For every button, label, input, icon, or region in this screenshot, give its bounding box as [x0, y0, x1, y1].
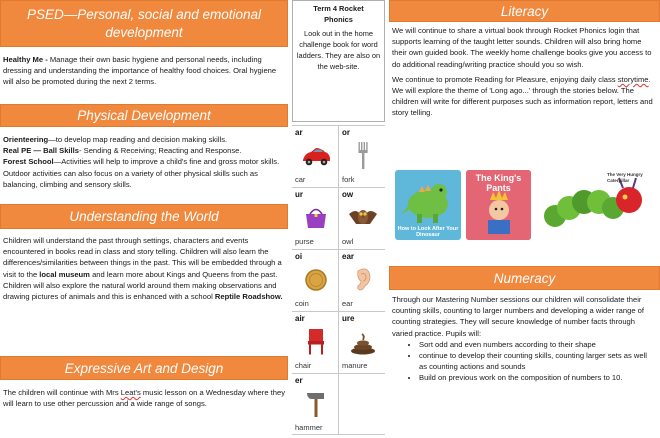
word-label: car [295, 175, 306, 184]
literacy-paragraph-1 [389, 22, 660, 70]
sound-row [292, 249, 385, 311]
healthy-me-label: Healthy Me - [3, 55, 48, 64]
numeracy-bullets [389, 339, 660, 384]
phonics-title-line1: Term 4 Rocket [313, 4, 364, 13]
art-title: Expressive Art and Design [64, 361, 224, 376]
grapheme-label: air [295, 314, 305, 323]
literacy-text-2b: . We will explore the theme of 'Long ago...' through the stories below. The children will write for different purposes such as information report, letters and story telling. [392, 74, 653, 118]
right-column [389, 0, 660, 438]
sound-card-or [339, 126, 385, 187]
sound-row [292, 373, 385, 435]
owl-icon [348, 202, 378, 232]
word-label: owl [342, 237, 354, 246]
word-label: coin [295, 299, 309, 308]
world-banner [0, 204, 288, 229]
realpe-text: - Sending & Receiving; Reacting and Response. [78, 146, 242, 156]
numeracy-title: Numeracy [493, 271, 556, 286]
reptile-roadshow-text: Reptile Roadshow. [214, 292, 283, 302]
teacher-name: Leat's [120, 388, 141, 397]
book-cover-row [389, 160, 660, 248]
sound-card-oi [292, 250, 338, 311]
sound-card-ar [292, 126, 338, 187]
numeracy-banner [389, 266, 660, 290]
grapheme-label: ar [295, 128, 303, 137]
word-label: chair [295, 361, 312, 370]
book-title-kings-pants: The King's Pants [475, 173, 522, 193]
numeracy-bullet: • continue to develop their counting skills, counting larger sets as well as counting actions and sounds [419, 350, 657, 372]
physical-title: Physical Development [77, 108, 211, 123]
numeracy-section [389, 291, 660, 384]
purse-icon [301, 202, 331, 232]
literacy-paragraph-2 [389, 70, 660, 119]
physical-banner [0, 104, 288, 127]
realpe-label: Real PE — Ball Skills [3, 146, 79, 156]
phonics-sound-grid [292, 125, 385, 435]
manure-icon [348, 326, 378, 356]
healthy-me-text: Manage their own basic hygiene and personal needs, including dressing and understanding the importance of healthy food choices. Oral hygiene will also be promoted during the next 2 terms. [3, 55, 277, 87]
sound-card-air [292, 312, 338, 373]
forest-school-label: Forest School [3, 157, 54, 167]
sound-card-er [292, 374, 338, 435]
word-label: hammer [295, 423, 323, 432]
phonics-info-box [292, 0, 385, 122]
grapheme-label: ow [342, 190, 354, 199]
phonics-column [292, 0, 385, 438]
book-title-dinosaur: How to Look After Your Dinosaur [397, 226, 459, 238]
psed-title: PSED—Personal, social and emotional development [26, 7, 262, 40]
world-title: Understanding the World [69, 209, 219, 224]
book-title-caterpillar: The Very Hungry Caterpillar [607, 172, 643, 183]
word-label: purse [295, 237, 314, 246]
literacy-text-2a: We continue to promote Reading for Pleasure, enjoying daily class [392, 74, 618, 84]
psed-banner [0, 0, 288, 47]
phonics-title-line2: Phonics [324, 15, 353, 24]
physical-paragraph [0, 127, 288, 204]
grapheme-label: or [342, 128, 350, 137]
book-cover-caterpillar [537, 170, 652, 240]
world-text-b: and learn more about Kings and Queens from the past. Children will also explore the natural world around them making observations and drawing pictures of animals and this is enhanced with a school [3, 269, 278, 302]
sound-card-ur [292, 188, 338, 249]
art-paragraph [0, 380, 288, 409]
hammer-icon [301, 388, 331, 418]
grapheme-label: ur [295, 190, 303, 199]
phonics-text: Look out in the home challenge book for word ladders. They are also on the web-site. [296, 29, 381, 71]
world-paragraph [0, 229, 288, 356]
chair-icon [301, 326, 331, 356]
word-label: manure [342, 361, 368, 370]
left-column [0, 0, 288, 409]
grapheme-label: oi [295, 252, 303, 261]
grapheme-label: ear [342, 252, 355, 261]
forest-school-text: —Activities will help to improve a child's fine and gross motor skills. Outdoor activities can also focus on a variety of other physical skills such as balancing, climbing and sensory skills. [3, 157, 280, 189]
ear-icon [348, 264, 378, 294]
car-icon [301, 140, 331, 170]
local-museum-text: local museum [39, 269, 90, 279]
numeracy-bullet: • Sort odd and even numbers according to their shape [419, 339, 657, 350]
literacy-text-1: We will continue to share a virtual book through Rocket Phonics login that supports learning of the taught letter sounds. Children will also bring home their own guided book. The weekly home challenge books give you access to do additional reading/writing practice should you so wish. [392, 26, 652, 69]
orienteering-label: Orienteering [3, 135, 49, 144]
sound-row [292, 125, 385, 187]
storytime-text: storytime [617, 74, 649, 84]
art-text-a: The children will continue with Mrs [3, 388, 121, 397]
book-cover-kings-pants [466, 170, 531, 240]
grapheme-label: ure [342, 314, 355, 323]
sound-card-ow [339, 188, 385, 249]
art-banner [0, 356, 288, 380]
coin-icon [301, 264, 331, 294]
sound-card-ear [339, 250, 385, 311]
sound-row [292, 187, 385, 249]
fork-icon [348, 140, 378, 170]
sound-row [292, 311, 385, 373]
literacy-title: Literacy [500, 4, 549, 19]
word-label: fork [342, 175, 355, 184]
literacy-banner [389, 0, 660, 22]
numeracy-bullet: • Build on previous work on the composition of numbers to 10. [419, 372, 657, 383]
world-text-a: Children will understand the past through settings, characters and events encountered in books read in class and story telling. Children will also learn the differences/similarities between things in the past. This will be embedded through a visit to the [3, 236, 282, 279]
numeracy-intro: Through our Mastering Number sessions our children will consolidate their counting skills, counting to larger numbers and developing a wider range of counting strategies. They will secure knowledge of number facts through varied practice. Pupils will: [392, 295, 645, 338]
sound-card-ure [339, 312, 385, 373]
art-text-b: music lesson on a Wednesday where they will learn to use other percussion and a wide range of songs. [3, 388, 285, 409]
orienteering-text: —to develop map reading and decision making skills. [48, 135, 228, 144]
word-label: ear [342, 299, 353, 308]
psed-paragraph [0, 47, 288, 104]
book-cover-dinosaur [395, 170, 461, 240]
grapheme-label: er [295, 376, 303, 385]
